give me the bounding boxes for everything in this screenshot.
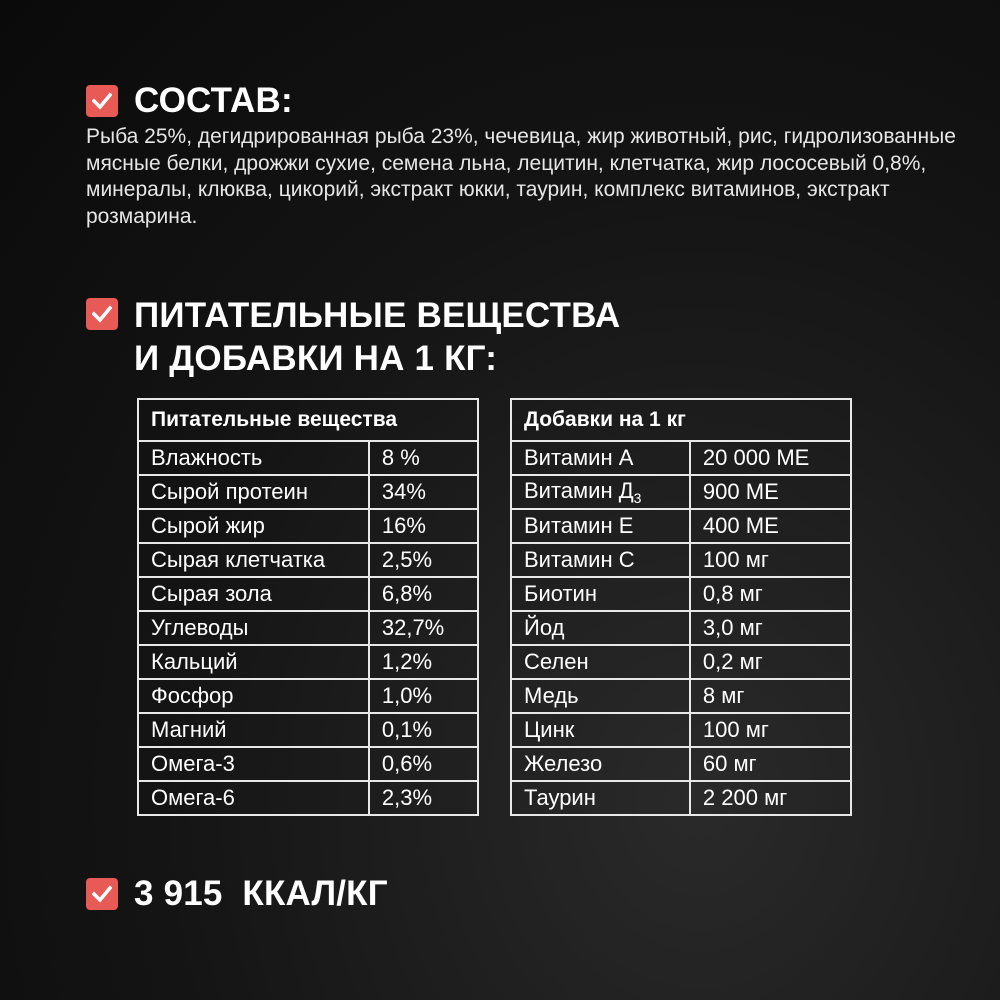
table-row: [511, 713, 851, 747]
row-value: 0,1%: [369, 713, 478, 747]
row-label: [138, 747, 369, 781]
table-row: [511, 475, 851, 509]
row-label-text: Селен: [524, 649, 589, 674]
table-row: [138, 747, 478, 781]
row-value: 20 000 МЕ: [690, 441, 851, 475]
table-header-row: [138, 399, 478, 441]
row-value: 2,3%: [369, 781, 478, 815]
row-label-text: Витамин Е: [524, 513, 634, 538]
row-value: 100 мг: [690, 543, 851, 577]
row-label: [138, 577, 369, 611]
table-row: [511, 611, 851, 645]
row-value: 900 МЕ: [690, 475, 851, 509]
row-value: 100 мг: [690, 713, 851, 747]
row-label: [511, 509, 690, 543]
table-row: [511, 543, 851, 577]
row-label: [138, 543, 369, 577]
row-value: 1,0%: [369, 679, 478, 713]
row-value: 0,2 мг: [690, 645, 851, 679]
row-label: [511, 679, 690, 713]
row-label-text: Магний: [151, 717, 227, 742]
table-row: [511, 577, 851, 611]
row-label: [511, 781, 690, 815]
row-value: 400 МЕ: [690, 509, 851, 543]
row-label-text: Цинк: [524, 717, 575, 742]
table-row: [138, 679, 478, 713]
composition-text: Рыба 25%, дегидрированная рыба 23%, чечевица, жир животный, рис, гидролизованные мясные белки, дрожжи сухие, семена льна, лецитин, клетчатка, жир лососевый 0,8%, минералы, клюква, цикорий, экстракт юкки, таурин, комплекс витаминов, экстракт розмарина.: [86, 125, 956, 228]
table-row: [138, 509, 478, 543]
row-label-text: Омега-6: [151, 785, 235, 810]
table-row: [511, 645, 851, 679]
row-value: 2 200 мг: [690, 781, 851, 815]
row-value: 0,8 мг: [690, 577, 851, 611]
row-label-text: Омега-3: [151, 751, 235, 776]
table-row: [138, 781, 478, 815]
row-label-text: Влажность: [151, 445, 263, 470]
nutrients-table-header: Питательные вещества: [138, 399, 478, 441]
row-label-text: Витамин Д: [524, 478, 634, 503]
row-label-subscript: 3: [633, 490, 642, 506]
table-row: [511, 781, 851, 815]
table-row: [138, 713, 478, 747]
row-label-text: Кальций: [151, 649, 238, 674]
row-label-text: Сырая клетчатка: [151, 547, 326, 572]
table-row: [138, 645, 478, 679]
row-value: 32,7%: [369, 611, 478, 645]
table-row: [511, 509, 851, 543]
row-label: [138, 441, 369, 475]
check-icon: [86, 878, 118, 910]
row-value: 8 мг: [690, 679, 851, 713]
row-label-text: Витамин С: [524, 547, 635, 572]
row-label: [511, 475, 690, 509]
row-label: [511, 713, 690, 747]
nutrients-heading-line2: И ДОБАВКИ НА 1 КГ:: [134, 339, 498, 378]
table-row: [138, 441, 478, 475]
row-label: [138, 713, 369, 747]
row-label: [138, 611, 369, 645]
row-label: [511, 645, 690, 679]
row-label: [511, 543, 690, 577]
row-value: 2,5%: [369, 543, 478, 577]
table-row: [138, 577, 478, 611]
row-label-text: Углеводы: [151, 615, 249, 640]
row-value: 3,0 мг: [690, 611, 851, 645]
row-value: 60 мг: [690, 747, 851, 781]
row-value: 0,6%: [369, 747, 478, 781]
additives-table-header: Добавки на 1 кг: [511, 399, 851, 441]
table-row: [511, 747, 851, 781]
row-value: 1,2%: [369, 645, 478, 679]
row-label: [511, 577, 690, 611]
row-label-text: Йод: [524, 615, 565, 640]
row-value: 16%: [369, 509, 478, 543]
check-icon: [86, 85, 118, 117]
nutrients-table: [137, 398, 479, 816]
row-label-text: Витамин А: [524, 445, 634, 470]
row-value: 8 %: [369, 441, 478, 475]
row-label: [138, 645, 369, 679]
row-label: [138, 509, 369, 543]
row-label-text: Железо: [524, 751, 603, 776]
table-header-row: [511, 399, 851, 441]
row-label: [138, 781, 369, 815]
row-label-text: Таурин: [524, 785, 596, 810]
table-row: [138, 475, 478, 509]
additives-table: [510, 398, 852, 816]
row-label-text: Биотин: [524, 581, 597, 606]
row-label: [511, 747, 690, 781]
row-label: [511, 441, 690, 475]
table-row: [138, 543, 478, 577]
row-label: [138, 475, 369, 509]
composition-heading: СОСТАВ:: [134, 81, 293, 120]
row-label: [138, 679, 369, 713]
row-value: 6,8%: [369, 577, 478, 611]
check-icon: [86, 298, 118, 330]
table-row: [138, 611, 478, 645]
row-label-text: Сырая зола: [151, 581, 272, 606]
row-value: 34%: [369, 475, 478, 509]
row-label-text: Медь: [524, 683, 579, 708]
row-label-text: Фосфор: [151, 683, 234, 708]
table-row: [511, 441, 851, 475]
nutrients-heading-line1: ПИТАТЕЛЬНЫЕ ВЕЩЕСТВА: [134, 296, 621, 335]
calories-heading: 3 915 ККАЛ/КГ: [134, 874, 388, 913]
row-label-text: Сырой протеин: [151, 479, 308, 504]
table-row: [511, 679, 851, 713]
row-label-text: Сырой жир: [151, 513, 265, 538]
row-label: [511, 611, 690, 645]
